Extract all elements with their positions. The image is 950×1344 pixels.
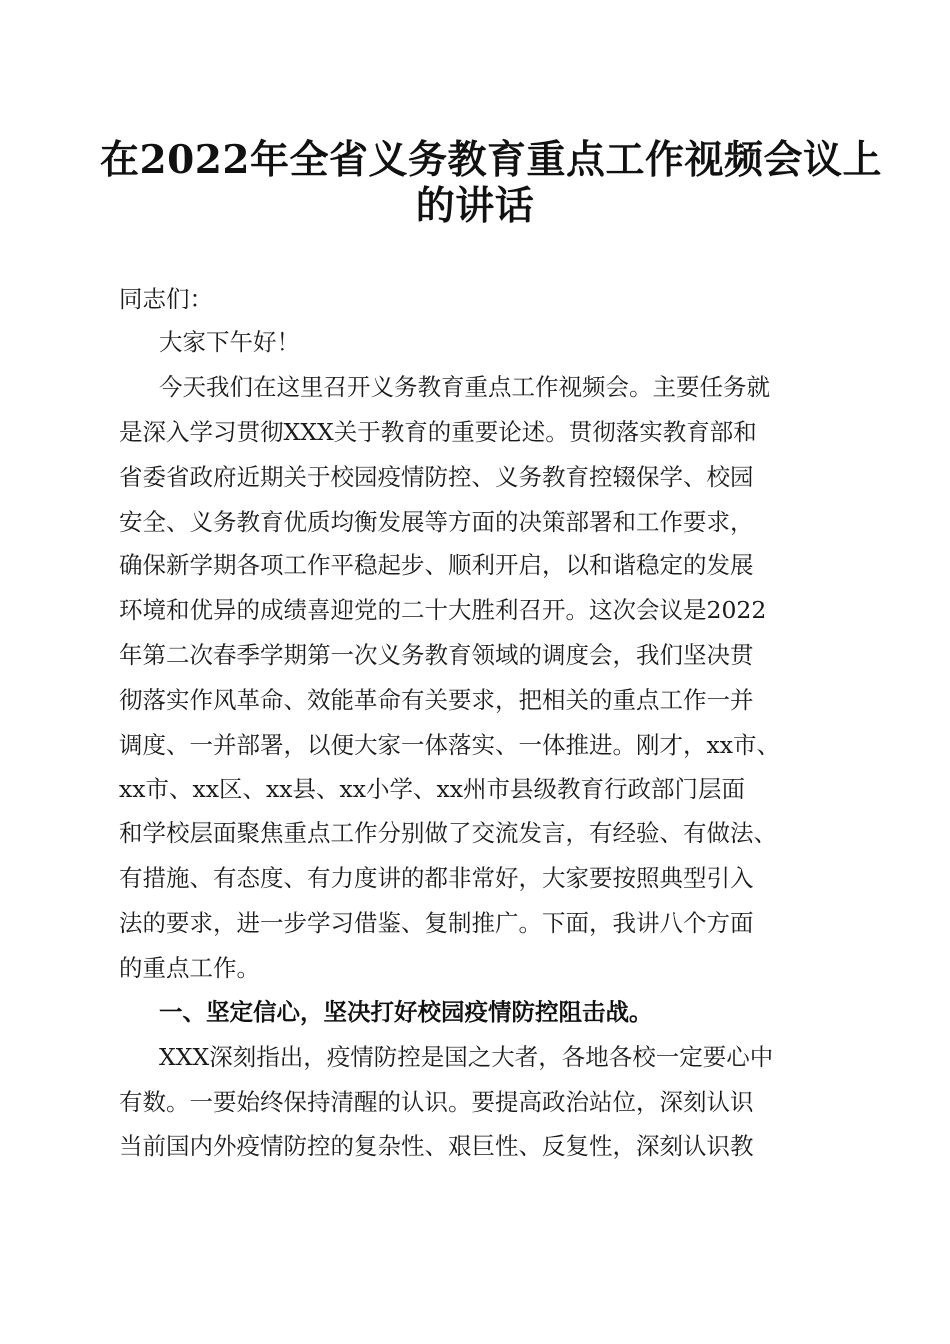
salutation: 同志们： xyxy=(119,285,213,313)
paragraph-1-line: 安全、义务教育优质均衡发展等方面的决策部署和工作要求， xyxy=(119,508,754,536)
paragraph-1-line: 和学校层面聚焦重点工作分别做了交流发言，有经验、有做法、 xyxy=(119,819,777,847)
paragraph-1-line: 彻落实作风革命、效能革命有关要求，把相关的重点工作一并 xyxy=(119,686,754,714)
greeting: 大家下午好！ xyxy=(159,328,300,356)
paragraph-1-line: 调度、一并部署，以便大家一体落实、一体推进。刚才，xx市、 xyxy=(119,731,781,759)
paragraph-1-line: 年第二次春季学期第一次义务教育领域的调度会，我们坚决贯 xyxy=(119,641,754,669)
document-title-line-2: 的讲话 xyxy=(415,183,535,229)
paragraph-2-line: XXX深刻指出，疫情防控是国之大者，各地各校一定要心中 xyxy=(159,1043,774,1071)
paragraph-1-line: xx市、xx区、xx县、xx小学、xx州市县级教育行政部门层面 xyxy=(119,775,746,803)
paragraph-1-line: 确保新学期各项工作平稳起步、顺利开启，以和谐稳定的发展 xyxy=(119,551,754,579)
paragraph-1-line: 的重点工作。 xyxy=(119,954,260,982)
paragraph-1-line: 有措施、有态度、有力度讲的都非常好，大家要按照典型引入 xyxy=(119,864,754,892)
paragraph-2-line: 当前国内外疫情防控的复杂性、艰巨性、反复性，深刻认识教 xyxy=(119,1132,754,1160)
document-title-line-1: 在2022年全省义务教育重点工作视频会议上 xyxy=(100,137,883,183)
paragraph-1-line: 今天我们在这里召开义务教育重点工作视频会。主要任务就 xyxy=(159,373,770,401)
paragraph-1-line: 是深入学习贯彻XXX关于教育的重要论述。贯彻落实教育部和 xyxy=(119,418,757,446)
paragraph-2-line: 有数。一要始终保持清醒的认识。要提高政治站位，深刻认识 xyxy=(119,1088,754,1116)
paragraph-1-line: 环境和优异的成绩喜迎党的二十大胜利召开。这次会议是2022 xyxy=(119,596,767,624)
section-1-heading: 一、坚定信心，坚决打好校园疫情防控阻击战。 xyxy=(159,998,653,1026)
paragraph-1-line: 省委省政府近期关于校园疫情防控、义务教育控辍保学、校园 xyxy=(119,463,754,491)
paragraph-1-line: 法的要求，进一步学习借鉴、复制推广。下面，我讲八个方面 xyxy=(119,909,754,937)
